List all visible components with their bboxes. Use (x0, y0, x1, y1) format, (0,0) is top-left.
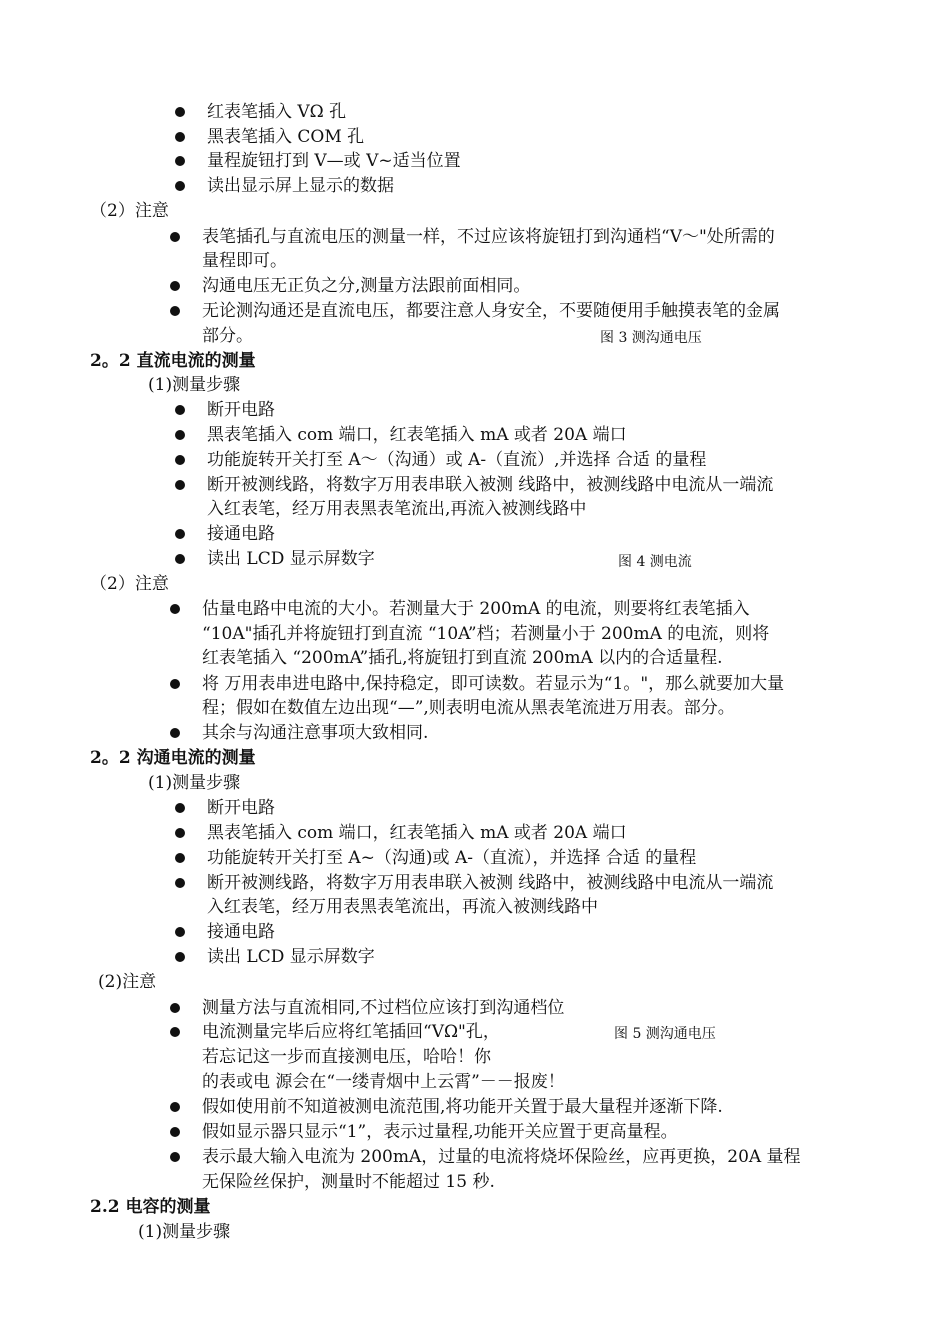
text-line: (1)测量步骤 (148, 773, 241, 793)
list-item: 黑表笔插入 COM 孔 (207, 127, 365, 147)
bullet-icon (170, 728, 180, 738)
text-line: 程；假如在数值左边出现“—”,则表明电流从黑表笔流进万用表。部分。 (202, 698, 735, 718)
text-line: 入红表笔，经万用表黑表笔流出，再流入被测线路中 (207, 897, 598, 917)
bullet-icon (175, 878, 185, 888)
text-line: (1)测量步骤 (148, 375, 241, 395)
section-heading: 2.2 电容的测量 (90, 1197, 211, 1217)
list-item: 读出 LCD 显示屏数字 (207, 549, 375, 569)
bullet-icon (170, 1152, 180, 1162)
list-item: 断开电路 (207, 400, 275, 420)
list-item: 沟通电压无正负之分,测量方法跟前面相同。 (202, 276, 531, 296)
text-line: 量程即可。 (202, 251, 287, 271)
list-item: 量程旋钮打到 V—或 V~适当位置 (207, 151, 461, 171)
text-line: （2）注意 (90, 574, 169, 594)
list-item: 断开被测线路，将数字万用表串联入被测 线路中，被测线路中电流从一端流 (207, 475, 774, 495)
list-item: 将 万用表串进电路中,保持稳定，即可读数。若显示为“1。"，那么就要加大量 (202, 674, 785, 694)
bullet-icon (175, 455, 185, 465)
bullet-icon (175, 405, 185, 415)
list-item: 读出显示屏上显示的数据 (207, 176, 394, 196)
text-line: 的表或电 源会在“一缕青烟中上云霄”－－报废！ (202, 1072, 565, 1092)
bullet-icon (175, 853, 185, 863)
list-item: 电流测量完毕后应将红笔插回“VΩ"孔， (202, 1022, 500, 1042)
bullet-icon (175, 927, 185, 937)
list-item: 表示最大输入电流为 200mA，过量的电流将烧坏保险丝，应再更换，20A 量程 (202, 1147, 801, 1167)
bullet-icon (175, 107, 185, 117)
bullet-icon (170, 1027, 180, 1037)
section-heading: 2。2 直流电流的测量 (90, 351, 256, 371)
text-line: “10A"插孔并将旋钮打到直流 “10A”档；若测量小于 200mA 的电流，则将 (202, 624, 770, 644)
figure-caption: 图 3 测沟通电压 (600, 330, 702, 346)
text-line: 入红表笔，经万用表黑表笔流出,再流入被测线路中 (207, 499, 587, 519)
list-item: 接通电路 (207, 524, 275, 544)
list-item: 假如显示器只显示“1”，表示过量程,功能开关应置于更高量程。 (202, 1122, 678, 1142)
bullet-icon (170, 1102, 180, 1112)
list-item: 读出 LCD 显示屏数字 (207, 947, 375, 967)
text-line: 红表笔插入 “200mA”插孔,将旋钮打到直流 200mA 以内的合适量程. (202, 648, 723, 668)
bullet-icon (175, 554, 185, 564)
bullet-icon (175, 952, 185, 962)
text-line: （2）注意 (90, 201, 169, 221)
list-item: 假如使用前不知道被测电流范围,将功能开关置于最大量程并逐渐下降. (202, 1097, 723, 1117)
bullet-icon (170, 1003, 180, 1013)
bullet-icon (175, 132, 185, 142)
section-heading: 2。2 沟通电流的测量 (90, 748, 256, 768)
bullet-icon (175, 803, 185, 813)
list-item: 表笔插孔与直流电压的测量一样，不过应该将旋钮打到沟通档“V～"处所需的 (202, 227, 775, 247)
list-item: 其余与沟通注意事项大致相同. (202, 723, 429, 743)
list-item: 接通电路 (207, 922, 275, 942)
list-item: 无论测沟通还是直流电压，都要注意人身安全，不要随便用手触摸表笔的金属 (202, 301, 780, 321)
bullet-icon (175, 480, 185, 490)
bullet-icon (170, 604, 180, 614)
list-item: 估量电路中电流的大小。若测量大于 200mA 的电流，则要将红表笔插入 (202, 599, 750, 619)
text-line: 若忘记这一步而直接测电压，哈哈！你 (202, 1047, 491, 1067)
text-line: 部分。 (202, 326, 253, 346)
bullet-icon (170, 1127, 180, 1137)
list-item: 断开被测线路，将数字万用表串联入被测 线路中，被测线路中电流从一端流 (207, 873, 774, 893)
bullet-icon (175, 828, 185, 838)
bullet-icon (170, 306, 180, 316)
list-item: 断开电路 (207, 798, 275, 818)
list-item: 黑表笔插入 com 端口，红表笔插入 mA 或者 20A 端口 (207, 425, 627, 445)
list-item: 功能旋转开关打至 A～（沟通）或 A-（直流）,并选择 合适 的量程 (207, 450, 707, 470)
list-item: 红表笔插入 VΩ 孔 (207, 102, 347, 122)
text-line: (2)注意 (98, 972, 157, 992)
list-item: 功能旋转开关打至 A~（沟通)或 A-（直流），并选择 合适 的量程 (207, 848, 697, 868)
text-line: (1)测量步骤 (138, 1222, 231, 1242)
figure-caption: 图 4 测电流 (618, 554, 692, 570)
bullet-icon (170, 232, 180, 242)
text-line: 无保险丝保护，测量时不能超过 15 秒. (202, 1172, 495, 1192)
figure-caption: 图 5 测沟通电压 (614, 1026, 716, 1042)
list-item: 黑表笔插入 com 端口，红表笔插入 mA 或者 20A 端口 (207, 823, 627, 843)
bullet-icon (175, 529, 185, 539)
bullet-icon (175, 430, 185, 440)
bullet-icon (175, 156, 185, 166)
list-item: 测量方法与直流相同,不过档位应该打到沟通档位 (202, 998, 565, 1018)
bullet-icon (175, 181, 185, 191)
bullet-icon (170, 679, 180, 689)
bullet-icon (170, 281, 180, 291)
